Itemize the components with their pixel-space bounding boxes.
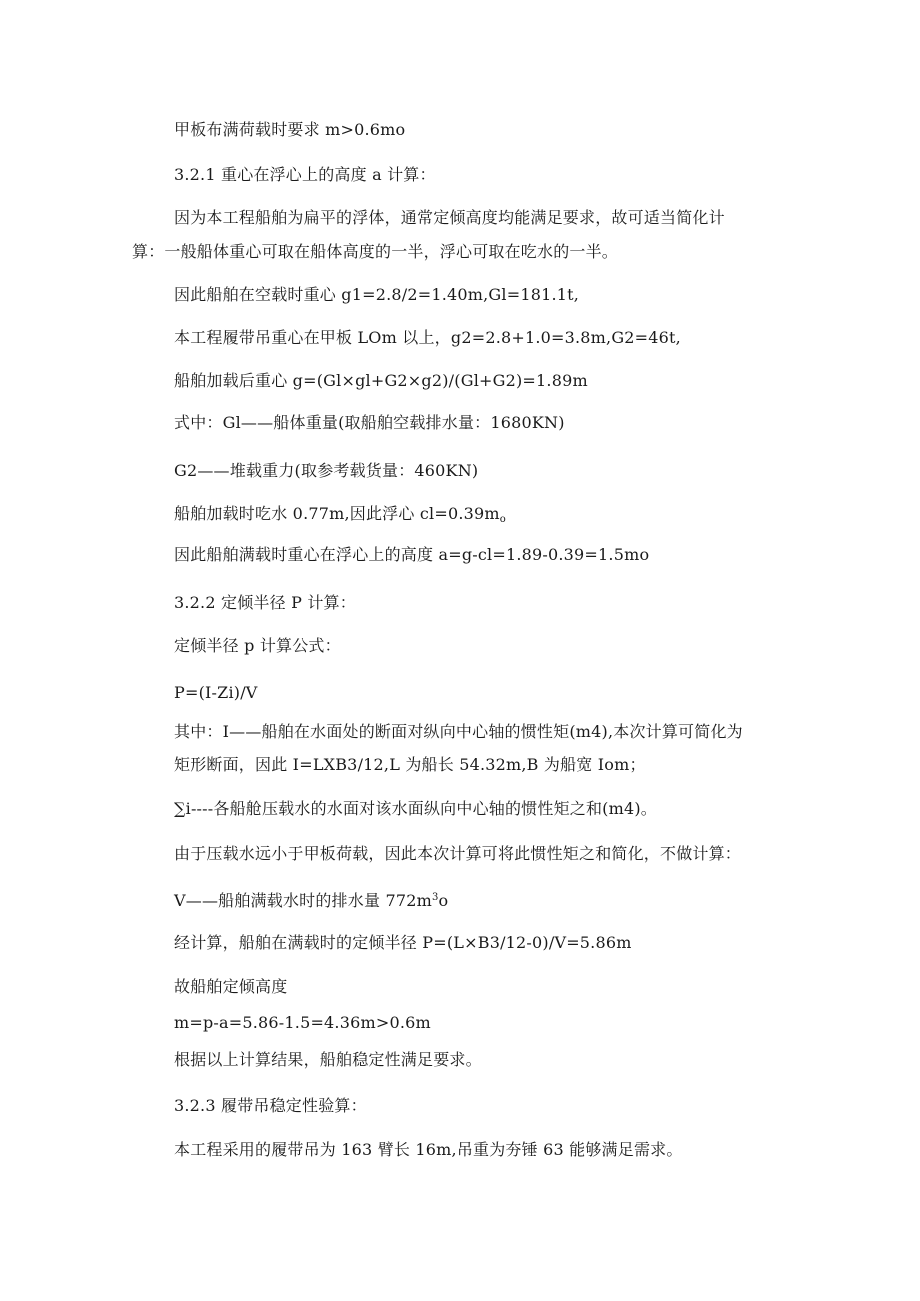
section-heading-3-2-2: 3.2.2 定倾半径 P 计算： [174,593,356,612]
text-line-15: 其中：I——船舶在水面处的断面对纵向中心轴的惯性矩(m4),本次计算可简化为 [174,722,743,741]
text-line-16: 矩形断面，因此 I=LXB3/12,L 为船长 54.32m,B 为船宽 Iom； [174,755,646,774]
section-heading-3-2-1: 3.2.1 重心在浮心上的高度 a 计算： [174,165,436,184]
superscript-3: 3 [431,892,439,903]
text-line-7: 船舶加载后重心 g=(Gl×gl+G2×g2)/(Gl+G2)=1.89m [174,371,588,390]
section-heading-3-2-3: 3.2.3 履带吊稳定性验算： [174,1096,367,1115]
formula-line: P=(I-Zi)/V [174,683,258,702]
text-line-17: ∑i----各船舱压载水的水面对该水面纵向中心轴的惯性矩之和(m4)。 [174,799,658,818]
text-line-9: G2——堆载重力(取参考载货量：460KN) [174,461,479,480]
subscript-o: o [499,514,506,525]
text-line-19-suffix: o [438,891,449,910]
text-line-6: 本工程履带吊重心在甲板 LOm 以上，g2=2.8+1.0=3.8m,G2=46t, [174,328,681,347]
text-line-19-main: V——船舶满载水时的排水量 772m [174,891,432,910]
text-line-18: 由于压载水远小于甲板荷载，因此本次计算可将此惯性矩之和简化，不做计算： [174,844,742,863]
text-line-1: 甲板布满荷载时要求 m>0.6mo [174,120,406,139]
text-line-8: 式中：Gl——船体重量(取船舶空载排水量：1680KN) [174,413,565,432]
text-line-10 [174,504,506,530]
text-line-25: 本工程采用的履带吊为 163 臂长 16m,吊重为夯锤 63 能够满足需求。 [174,1140,683,1159]
text-line-3: 因为本工程船舶为扁平的浮体，通常定倾高度均能满足要求，故可适当简化计 [174,208,725,227]
text-line-10-main: 船舶加载时吃水 0.77m,因此浮心 cl=0.39m [174,504,500,523]
text-line-13: 定倾半径 p 计算公式： [174,636,341,655]
text-line-21: 故船舶定倾高度 [174,977,288,996]
text-line-11: 因此船舶满载时重心在浮心上的高度 a=g-cl=1.89-0.39=1.5mo [174,545,650,564]
text-line-4: 算：一般船体重心可取在船体高度的一半，浮心可取在吃水的一半。 [132,242,619,261]
text-line-22: m=p-a=5.86-1.5=4.36m>0.6m [174,1013,431,1032]
text-line-5: 因此船舶在空载时重心 g1=2.8/2=1.40m,Gl=181.1t, [174,285,580,304]
text-line-23: 根据以上计算结果，船舶稳定性满足要求。 [174,1050,482,1069]
text-line-19 [174,888,448,911]
text-line-20: 经计算，船舶在满载时的定倾半径 P=(L×B3/12-0)/V=5.86m [174,933,632,952]
